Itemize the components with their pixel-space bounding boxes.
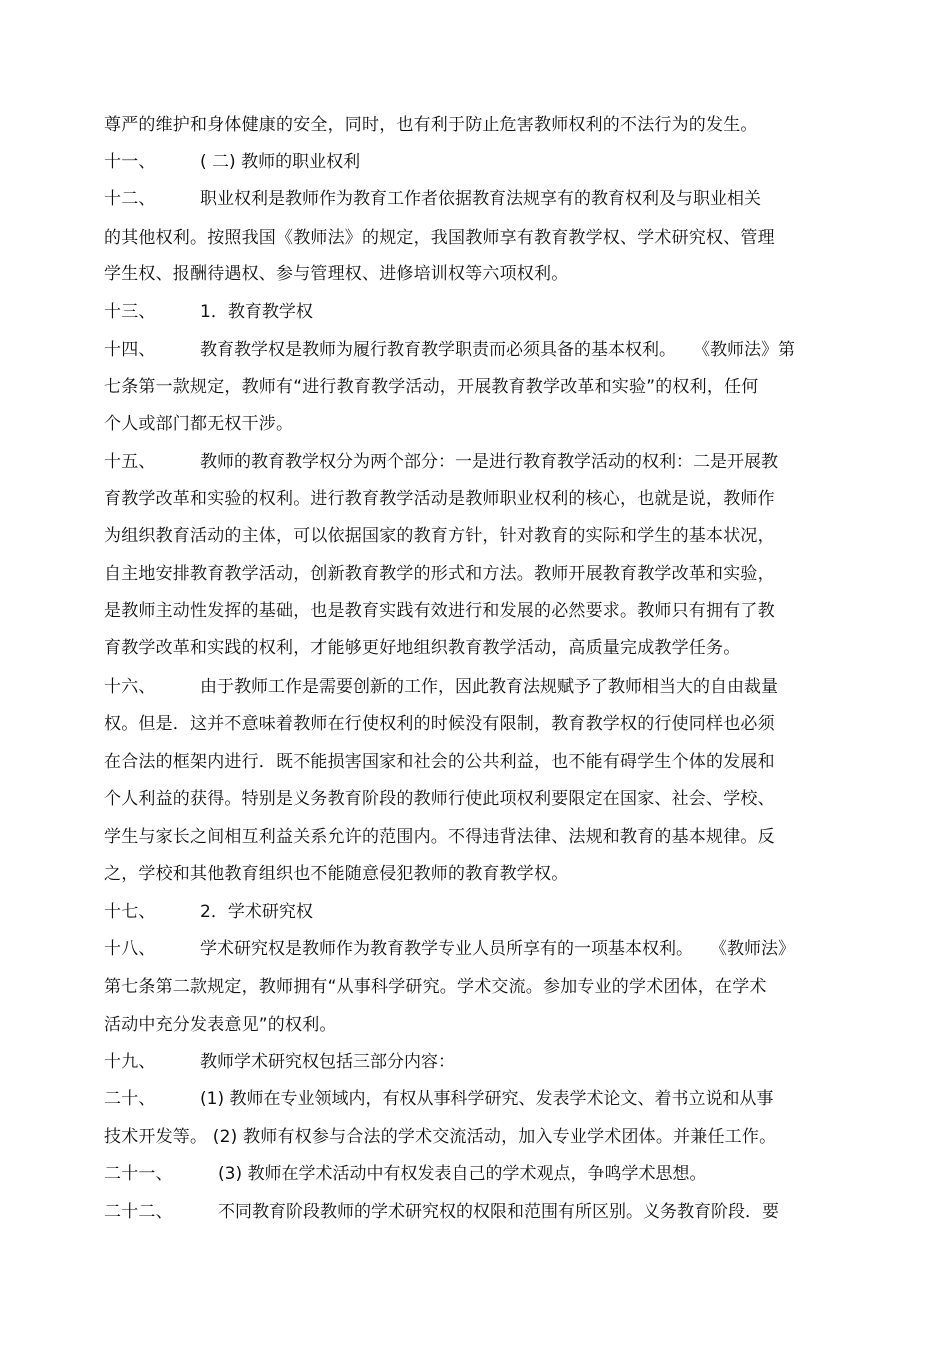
section-heading: ( 二) 教师的职业权利 <box>200 152 361 172</box>
text-line: 个人利益的获得。特别是义务教育阶段的教师行使此项权利要限定在国家、社会、学校、 <box>104 789 775 809</box>
text-line: 之，学校和其他教育组织也不能随意侵犯教师的教育教学权。 <box>104 864 569 884</box>
text-line: 自主地安排教育教学活动，创新教育教学的形式和方法。教师开展教育教学改革和实验， <box>104 564 775 584</box>
text-line: 个人或部门都无权干涉。 <box>104 414 294 434</box>
section-number: 十三、 <box>104 302 156 322</box>
text-line: 学术研究权是教师作为教育教学专业人员所享有的一项基本权利。 《教师法》 <box>200 939 795 959</box>
section-number: 十四、 <box>104 340 156 360</box>
text-line: 育教学改革和实验的权利。进行教育教学活动是教师职业权利的核心，也就是说，教师作 <box>104 489 775 509</box>
text-line: 第七条第二款规定，教师拥有“从事科学研究。学术交流。参加专业的学术团体，在学术 <box>104 977 767 997</box>
section-heading: 2．学术研究权 <box>200 902 313 922</box>
text-line: 七条第一款规定，教师有“进行教育教学活动，开展教育教学改革和实验”的权利，任何 <box>104 377 759 397</box>
text-line: 学生与家长之间相互利益关系允许的范围内。不得违背法律、法规和教育的基本规律。反 <box>104 827 775 847</box>
text-line: 育教学改革和实践的权利，才能够更好地组织教育教学活动，高质量完成教学任务。 <box>104 638 741 658</box>
text-line: 教师的教育教学权分为两个部分：一是进行教育教学活动的权利：二是开展教 <box>200 452 778 472</box>
section-number: 十九、 <box>104 1052 156 1072</box>
section-number: 十六、 <box>104 677 156 697</box>
section-number: 十五、 <box>104 452 156 472</box>
text-line: 由于教师工作是需要创新的工作，因此教育法规赋予了教师相当大的自由裁量 <box>200 677 778 697</box>
text-line: 学生权、报酬待遇权、参与管理权、进修培训权等六项权利。 <box>104 264 569 284</box>
text-line: 活动中充分发表意见”的权利。 <box>104 1015 337 1035</box>
section-number: 十一、 <box>104 152 156 172</box>
text-line: (1) 教师在专业领域内，有权从事科学研究、发表学术论文、着书立说和从事 <box>200 1089 774 1109</box>
text-line: 不同教育阶段教师的学术研究权的权限和范围有所区别。义务教育阶段．要 <box>218 1202 779 1222</box>
section-heading: 1．教育教学权 <box>200 302 313 322</box>
text-line: 职业权利是教师作为教育工作者依据教育法规享有的教育权利及与职业相关 <box>200 189 761 209</box>
text-line: 在合法的框架内进行．既不能损害国家和社会的公共利益，也不能有碍学生个体的发展和 <box>104 752 775 772</box>
section-number: 二十二、 <box>104 1202 173 1222</box>
section-number: 二十、 <box>104 1089 156 1109</box>
text-line: 技术开发等。 (2) 教师有权参与合法的学术交流活动，加入专业学术团体。并兼任工作。 <box>104 1127 777 1147</box>
text-line: 的其他权利。按照我国《教师法》的规定，我国教师享有教育教学权、学术研究权、管理 <box>104 228 775 248</box>
text-line: (3) 教师在学术活动中有权发表自己的学术观点，争鸣学术思想。 <box>218 1164 707 1184</box>
text-line: 教育教学权是教师为履行教育教学职责而必须具备的基本权利。 《教师法》第 <box>200 340 795 360</box>
section-number: 二十一、 <box>104 1164 173 1184</box>
section-number: 十七、 <box>104 902 156 922</box>
text-line: 是教师主动性发挥的基础，也是教育实践有效进行和发展的必然要求。教师只有拥有了教 <box>104 601 775 621</box>
text-line: 权。但是．这并不意味着教师在行使权利的时候没有限制，教育教学权的行使同样也必须 <box>104 714 775 734</box>
text-line: 教师学术研究权包括三部分内容： <box>200 1052 455 1072</box>
text-line: 尊严的维护和身体健康的安全，同时，也有利于防止危害教师权利的不法行为的发生。 <box>104 115 758 135</box>
section-number: 十二、 <box>104 189 156 209</box>
text-line: 为组织教育活动的主体，可以依据国家的教育方针，针对教育的实际和学生的基本状况， <box>104 526 775 546</box>
section-number: 十八、 <box>104 939 156 959</box>
